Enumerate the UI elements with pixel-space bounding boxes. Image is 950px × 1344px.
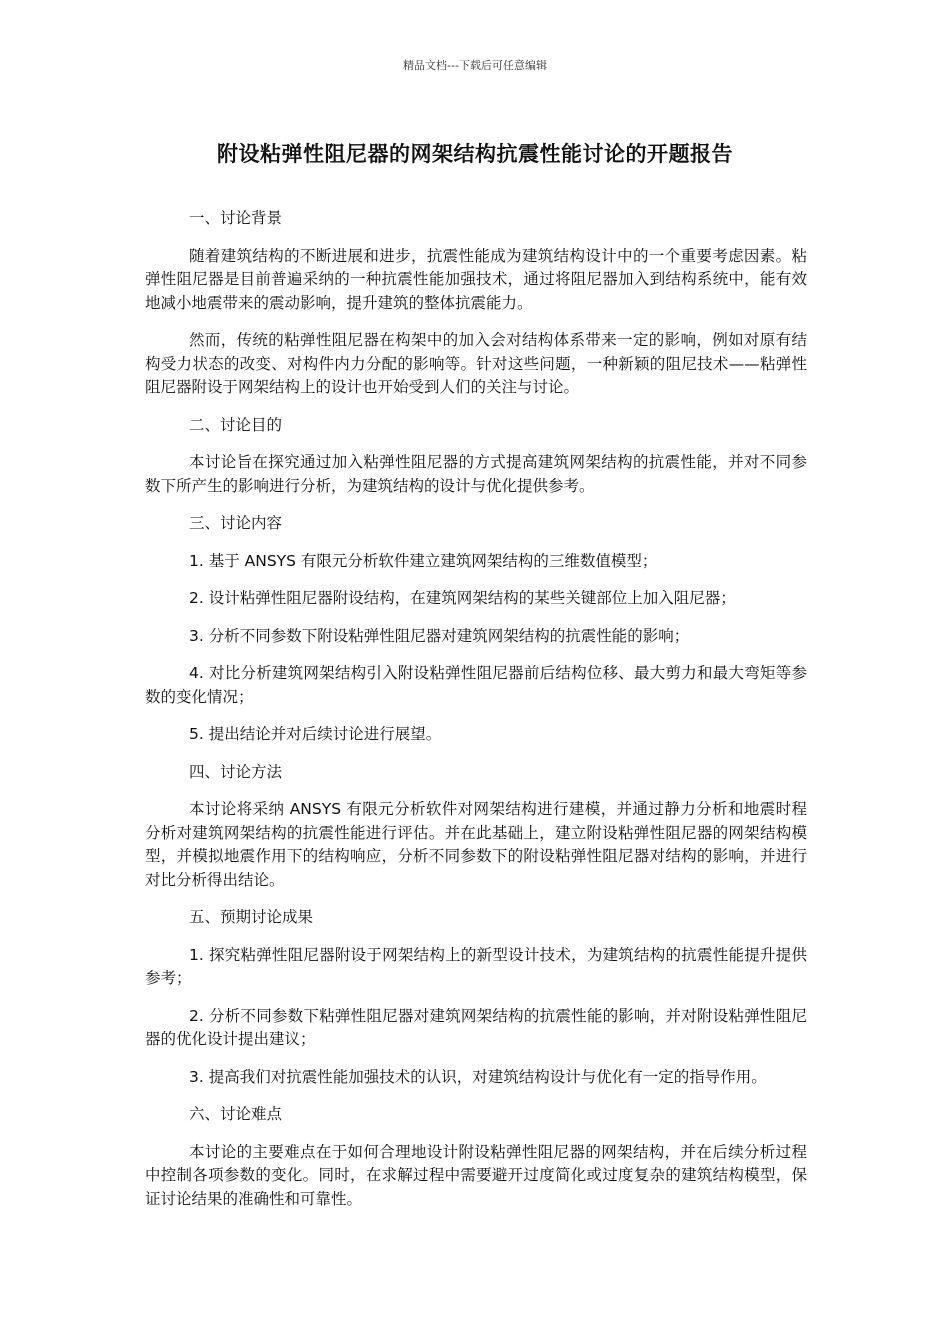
list-item: 3. 提高我们对抗震性能加强技术的认识，对建筑结构设计与优化有一定的指导作用。 [189, 1067, 767, 1086]
list-item: 2. 设计粘弹性阻尼器附设结构，在建筑网架结构的某些关键部位上加入阻尼器； [189, 589, 736, 607]
section-heading: 一、讨论背景 [189, 209, 283, 227]
list-item: 4. 对比分析建筑网架结构引入附设粘弹性阻尼器前后结构位移、最大剪力和最大弯矩等参数的变化情况； [145, 664, 807, 706]
list-item: 2. 分析不同参数下粘弹性阻尼器对建筑网架结构的抗震性能的影响，并对附设粘弹性阻尼器的优化设计提出建议； [145, 1006, 807, 1048]
paragraph: 本讨论的主要难点在于如何合理地设计附设粘弹性阻尼器的网架结构，并在后续分析过程中控制各项参数的变化。同时，在求解过程中需要避开过度简化或过度复杂的建筑结构模型，保证讨论结果的准确性和可靠性。 [145, 1142, 807, 1208]
list-item: 1. 探究粘弹性阻尼器附设于网架结构上的新型设计技术，为建筑结构的抗震性能提升提供参考； [145, 945, 807, 987]
section-heading: 四、讨论方法 [189, 762, 283, 781]
list-item: 5. 提出结论并对后续讨论进行展望。 [189, 725, 442, 743]
paragraph: 本讨论旨在探究通过加入粘弹性阻尼器的方式提高建筑网架结构的抗震性能，并对不同参数下所产生的影响进行分析，为建筑结构的设计与优化提供参考。 [145, 453, 807, 495]
paragraph: 随着建筑结构的不断进展和进步，抗震性能成为建筑结构设计中的一个重要考虑因素。粘弹性阻尼器是目前普遍采纳的一种抗震性能加强技术，通过将阻尼器加入到结构系统中，能有效地减小地震带来的震动影响，提升建筑的整体抗震能力。 [145, 246, 807, 312]
paragraph: 然而，传统的粘弹性阻尼器在构架中的加入会对结构体系带来一定的影响，例如对原有结构受力状态的改变、对构件内力分配的影响等。针对这些问题，一种新颖的阻尼技术——粘弹性阻尼器附设于网架结构上的设计也开始受到人们的关注与讨论。 [145, 331, 807, 396]
list-item: 3. 分析不同参数下附设粘弹性阻尼器对建筑网架结构的抗震性能的影响； [189, 626, 690, 645]
paragraph: 本讨论将采纳 ANSYS 有限元分析软件对网架结构进行建模，并通过静力分析和地震时程分析对建筑网架结构的抗震性能进行评估。并在此基础上，建立附设粘弹性阻尼器的网架结构模型，并模拟地震作用下的结构响应，分析不同参数下的附设粘弹性阻尼器对结构的影响，并进行对比分析得出结论。 [145, 800, 807, 889]
document-title: 附设粘弹性阻尼器的网架结构抗震性能讨论的开题报告 [217, 142, 733, 166]
section-heading: 三、讨论内容 [189, 514, 283, 532]
list-item: 1. 基于 ANSYS 有限元分析软件建立建筑网架结构的三维数值模型； [189, 551, 658, 570]
section-heading: 六、讨论难点 [189, 1105, 283, 1123]
page-header: 精品文档---下载后可任意编辑 [403, 59, 547, 72]
section-heading: 二、讨论目的 [189, 415, 283, 434]
section-heading: 五、预期讨论成果 [189, 908, 314, 926]
document-body [145, 207, 807, 1225]
